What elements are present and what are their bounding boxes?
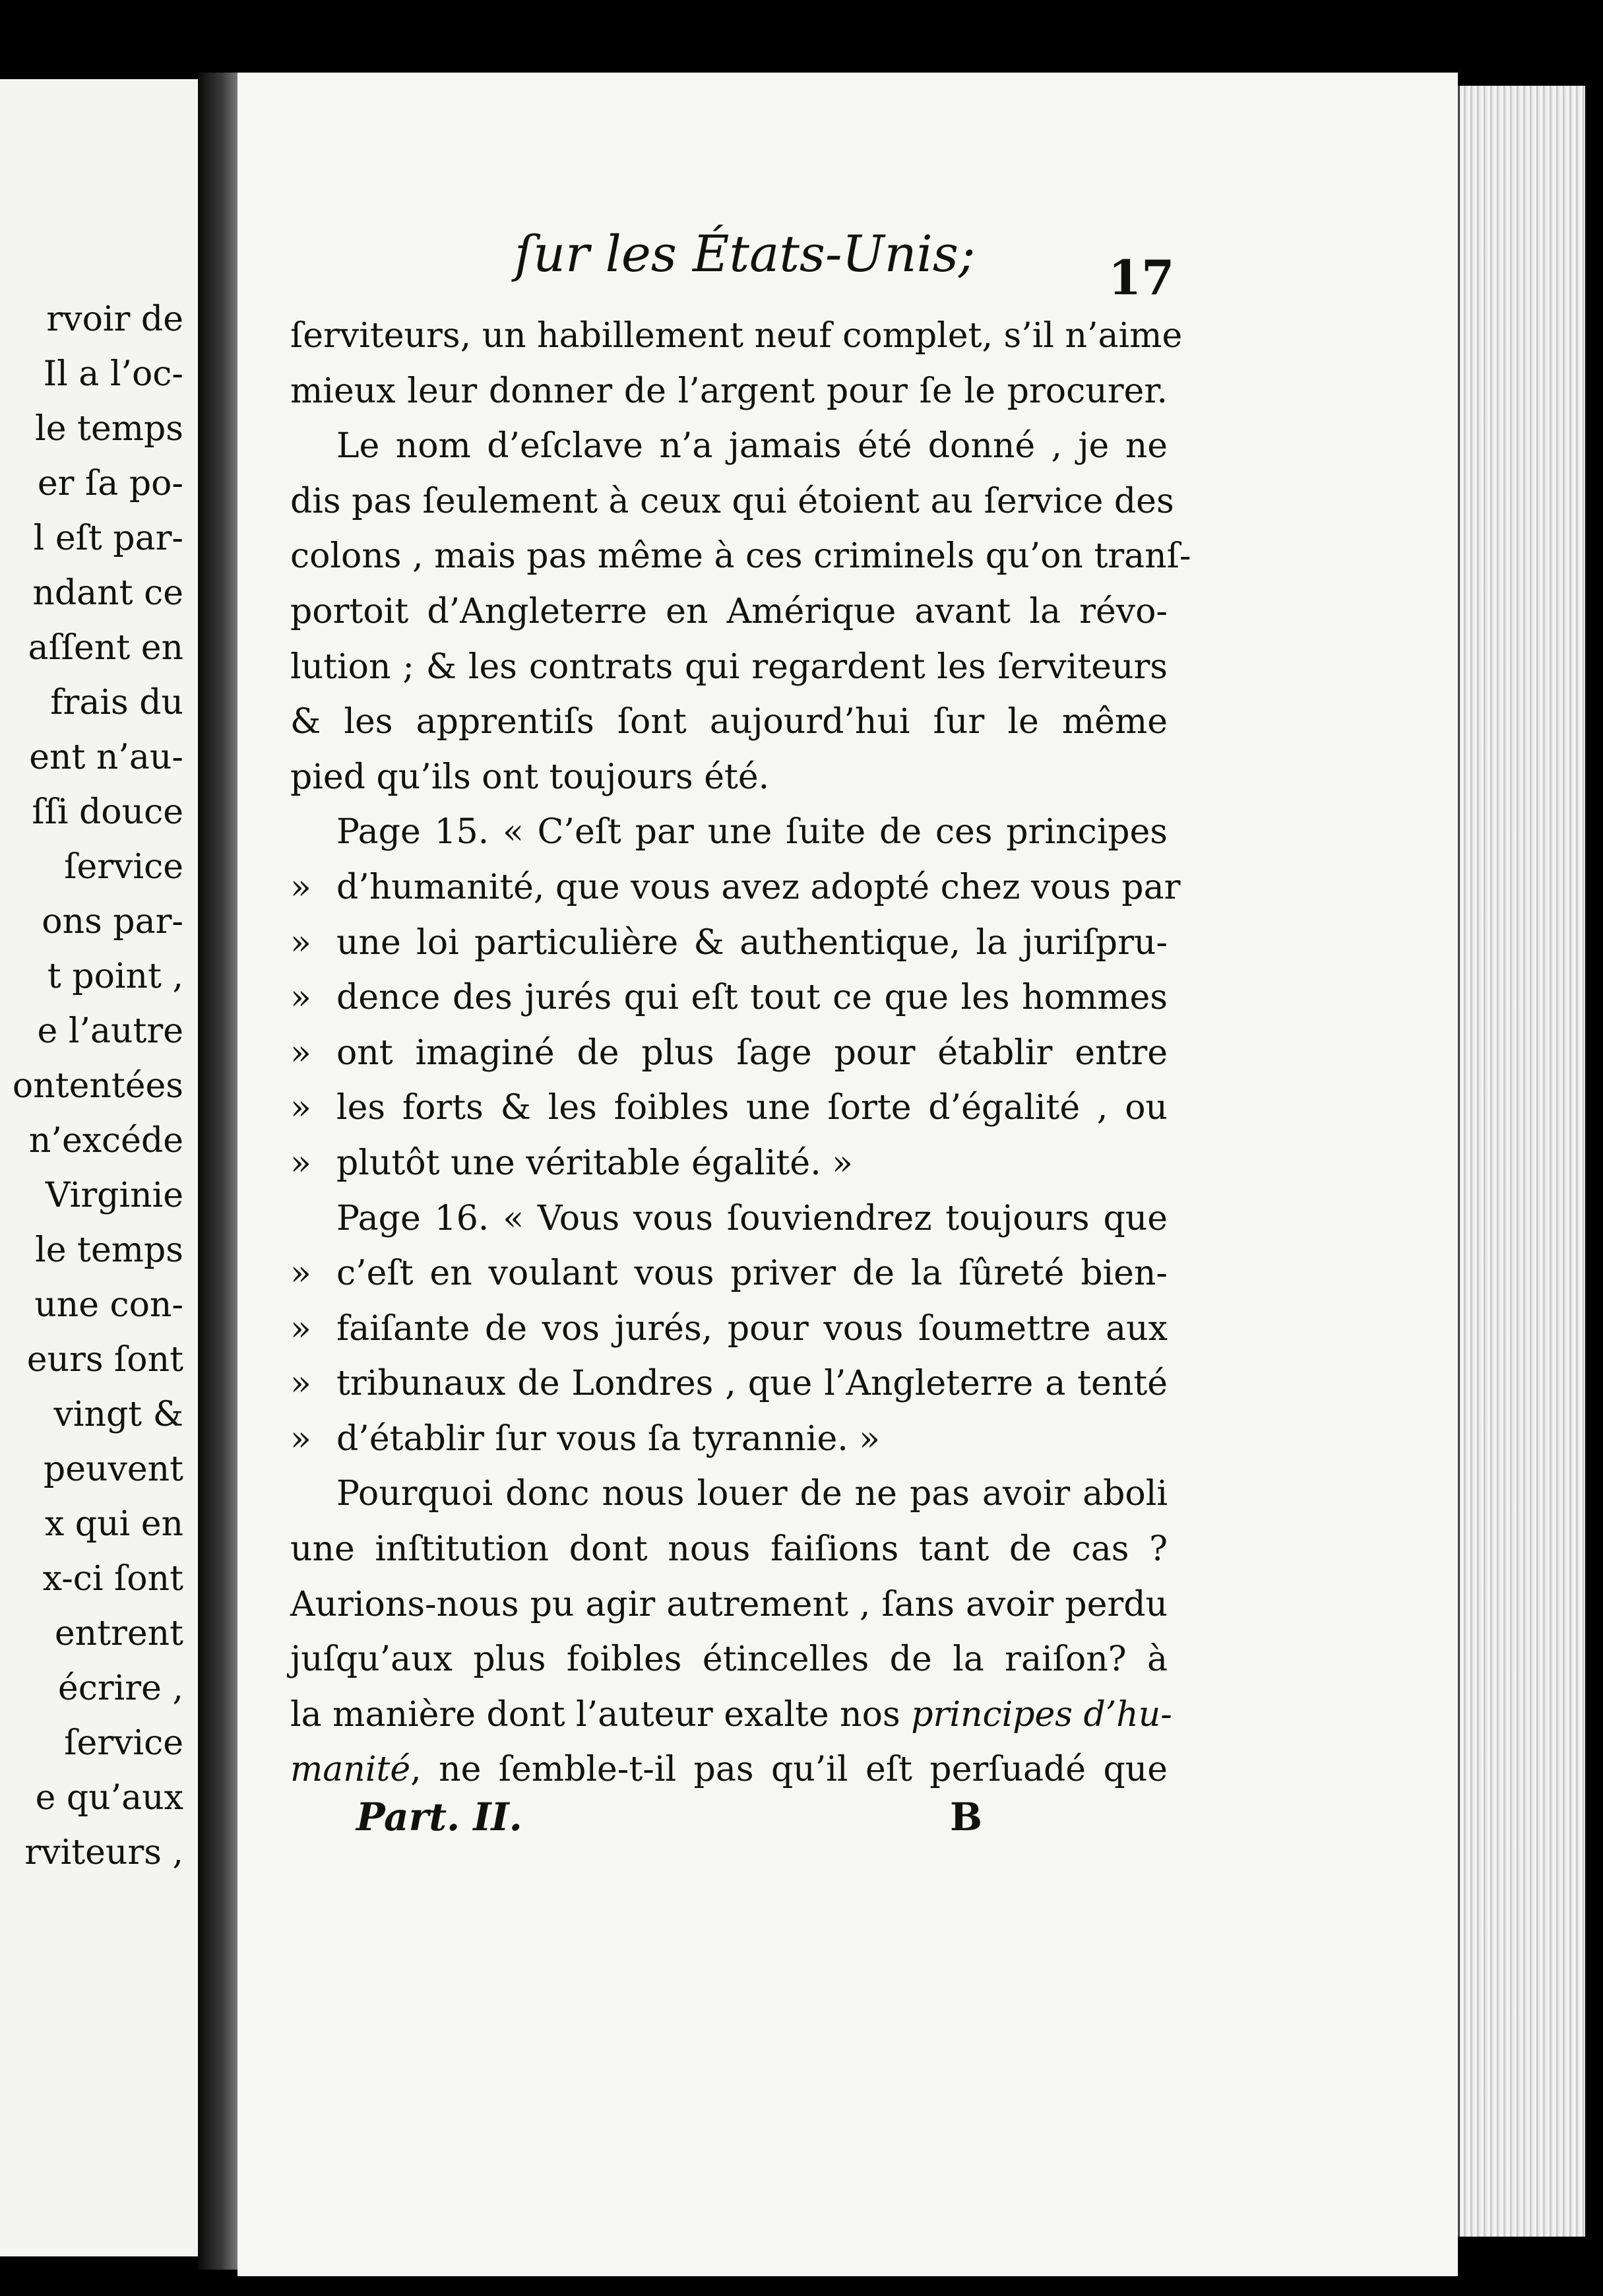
quote-mark: » (290, 1088, 311, 1128)
left-line: frais du (50, 683, 183, 722)
left-line: er ſa po- (37, 464, 183, 503)
left-line: ontentées (12, 1066, 183, 1106)
italic-segment: manité (290, 1750, 411, 1790)
quote-mark: » (290, 1419, 311, 1459)
quote-line-text: c’eſt en voulant vous priver de la ſûreté bien- (336, 1254, 1168, 1294)
text-line: Pourquoi donc nous louer de ne pas avoir aboli (336, 1474, 1168, 1514)
left-line: ent n’au- (29, 738, 183, 777)
quote-mark: » (290, 922, 311, 963)
text-line: pied qu’ils ont toujours été. (290, 757, 770, 797)
text-line: portoit d’Angleterre en Amérique avant la révo- (290, 591, 1168, 631)
left-line: rvoir de (46, 300, 183, 339)
text-line: dis pas ſeulement à ceux qui étoient au ſervice des (290, 481, 1174, 521)
quote-mark: » (290, 1143, 311, 1183)
left-page-fragment (0, 79, 201, 2256)
quote-line (290, 971, 1168, 1026)
quote-line-text: plutôt une véritable égalité. » (336, 1143, 853, 1183)
quote-line-text: d’établir ſur vous ſa tyrannie. » (336, 1419, 881, 1459)
left-line: e qu’aux (35, 1778, 183, 1818)
running-head: ſur les États-Unis; (515, 224, 976, 283)
quote-mark: » (290, 978, 311, 1018)
book-gutter (198, 73, 237, 2270)
left-line: eurs ſont (26, 1340, 183, 1380)
quote-line (290, 1302, 1168, 1357)
quote-line (290, 860, 1181, 916)
text-line: juſqu’aux plus foibles étincelles de la raiſon? à (290, 1640, 1168, 1680)
quote-mark: » (290, 867, 311, 907)
left-line: n’excéde (28, 1121, 183, 1161)
body-text (290, 309, 1191, 1798)
left-line: une con- (34, 1285, 183, 1325)
left-line: ons par- (42, 902, 183, 941)
quote-line (290, 1081, 1168, 1136)
page-number: 17 (1108, 249, 1175, 305)
quote-line-text: d’humanité, que vous avez adopté chez vous par (336, 867, 1181, 907)
quote-line (290, 1246, 1168, 1302)
left-line: entrent (54, 1614, 183, 1653)
quote-line (290, 916, 1168, 971)
left-line: le temps (35, 409, 183, 449)
left-line: ſervice (64, 847, 183, 887)
text-line: une inſtitution dont nous faiſions tant de cas ? (290, 1529, 1168, 1570)
quote-line-text: dence des jurés qui eſt tout ce que les hommes (336, 978, 1168, 1018)
quote-line-text: faiſante de vos jurés, pour vous ſoumettre aux (336, 1308, 1168, 1349)
quote-mark: » (290, 1033, 311, 1073)
text-line: Page 16. « Vous vous ſouviendrez toujours que (336, 1198, 1168, 1238)
quote-line-text: une loi particulière & authentique, la juriſpru- (336, 922, 1168, 963)
quote-line (290, 1412, 1168, 1467)
text-line (290, 1742, 1168, 1798)
text-line: lution ; & les contrats qui regardent les ſerviteurs (290, 647, 1168, 687)
left-line: t point , (47, 957, 183, 996)
quote-mark: » (290, 1364, 311, 1404)
text-line: Le nom d’eſclave n’a jamais été donné , je ne (336, 426, 1168, 466)
left-line: rviteurs , (24, 1833, 183, 1872)
left-line: Virginie (46, 1176, 183, 1215)
left-line: aſſent en (28, 628, 183, 668)
left-line: vingt & (53, 1395, 183, 1434)
quote-mark: » (290, 1254, 311, 1294)
left-line: l eſt par- (33, 519, 183, 558)
left-line: ſſi douce (32, 792, 183, 832)
italic-segment: principes d’hu- (911, 1694, 1172, 1735)
text-line: mieux leur donner de l’argent pour ſe le procurer. (290, 371, 1168, 411)
left-line: x-ci ſont (42, 1559, 183, 1599)
left-line: x qui en (44, 1504, 183, 1544)
text-line: ſerviteurs, un habillement neuf complet, s’il n’aime (290, 316, 1183, 356)
quote-line-text: ont imaginé de plus ſage pour établir entre (336, 1033, 1168, 1073)
quote-mark: » (290, 1308, 311, 1349)
signature-letter: B (950, 1795, 983, 1839)
text-segment: la manière dont l’auteur exalte nos (290, 1694, 912, 1735)
left-line: Il a l’oc- (43, 354, 183, 394)
quote-line (290, 1026, 1168, 1081)
left-line: le temps (35, 1230, 183, 1270)
text-segment: , ne ſemble-t-il pas qu’il eſt perſuadé que (410, 1750, 1168, 1790)
text-line: & les apprentiſs ſont aujourd’hui ſur le même (290, 702, 1168, 742)
text-line (290, 1688, 1172, 1743)
signature-mark: Part. II. (356, 1795, 522, 1839)
text-line: Page 15. « C’eſt par une ſuite de ces principes (336, 812, 1168, 852)
text-line: Aurions-nous pu agir autrement , ſans avoir perdu (290, 1584, 1168, 1624)
page-edges (1458, 86, 1585, 2237)
quote-line (290, 1136, 1168, 1192)
text-line: colons , mais pas même à ces criminels qu’on tranſ- (290, 536, 1191, 577)
left-line: peuvent (43, 1450, 183, 1489)
left-line: ſervice (64, 1723, 183, 1763)
quote-line-text: les forts & les foibles une ſorte d’égalité , ou (336, 1088, 1168, 1128)
left-line: ndant ce (32, 573, 183, 613)
left-line: écrire , (57, 1669, 183, 1708)
left-line: e l’autre (37, 1011, 183, 1051)
quote-line-text: tribunaux de Londres , que l’Angleterre a tenté (336, 1364, 1168, 1404)
quote-line (290, 1356, 1168, 1412)
